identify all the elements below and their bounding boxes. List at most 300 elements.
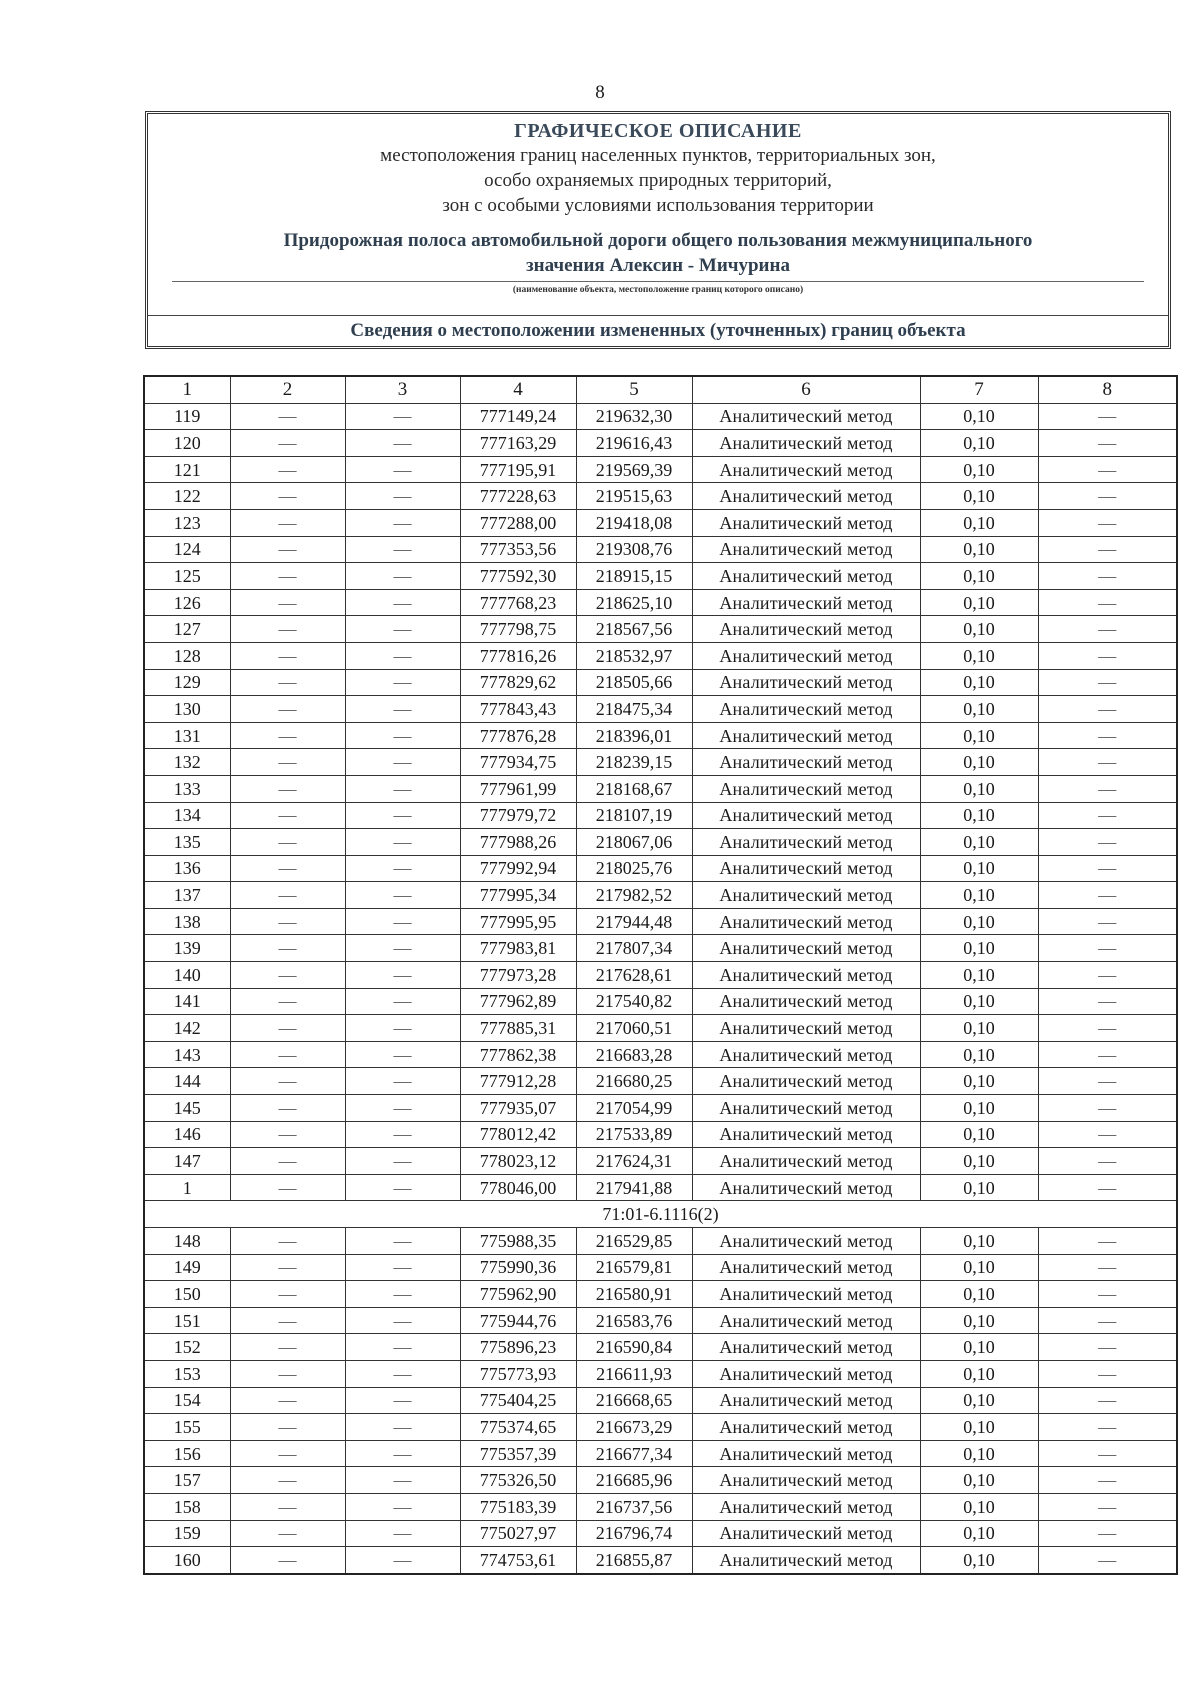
point-number-cell: 122 (144, 483, 230, 510)
precision-cell: 0,10 (920, 775, 1038, 802)
table-row (144, 509, 1177, 536)
table-row (144, 1360, 1177, 1387)
dash-cell: — (230, 1121, 345, 1148)
y-coordinate-cell: 218625,10 (576, 589, 692, 616)
column-header: 4 (460, 376, 576, 403)
group-label: 71:01-6.1116(2) (144, 1201, 1177, 1228)
precision-cell: 0,10 (920, 1015, 1038, 1042)
dash-cell: — (230, 1228, 345, 1255)
dash-cell: — (230, 1467, 345, 1494)
table-row (144, 616, 1177, 643)
x-coordinate-cell: 778012,42 (460, 1121, 576, 1148)
table-row (144, 749, 1177, 776)
x-coordinate-cell: 777829,62 (460, 669, 576, 696)
method-cell: Аналитический метод (692, 616, 920, 643)
dash-cell: — (345, 722, 460, 749)
column-header: 7 (920, 376, 1038, 403)
dash-cell: — (1038, 1440, 1177, 1467)
point-number-cell: 148 (144, 1228, 230, 1255)
dash-cell: — (230, 696, 345, 723)
dash-cell: — (230, 1387, 345, 1414)
x-coordinate-cell: 774753,61 (460, 1547, 576, 1574)
y-coordinate-cell: 216677,34 (576, 1440, 692, 1467)
precision-cell: 0,10 (920, 589, 1038, 616)
dash-cell: — (345, 855, 460, 882)
point-number-cell: 155 (144, 1414, 230, 1441)
dash-cell: — (345, 1547, 460, 1574)
x-coordinate-cell: 777934,75 (460, 749, 576, 776)
point-number-cell: 149 (144, 1254, 230, 1281)
table-header-row (144, 376, 1177, 403)
table-row (144, 882, 1177, 909)
table-row (144, 669, 1177, 696)
x-coordinate-cell: 775357,39 (460, 1440, 576, 1467)
y-coordinate-cell: 216737,56 (576, 1493, 692, 1520)
x-coordinate-cell: 778046,00 (460, 1174, 576, 1201)
table-row (144, 1387, 1177, 1414)
y-coordinate-cell: 218107,19 (576, 802, 692, 829)
point-number-cell: 159 (144, 1520, 230, 1547)
dash-cell: — (345, 1068, 460, 1095)
dash-cell: — (1038, 456, 1177, 483)
table-row (144, 802, 1177, 829)
dash-cell: — (1038, 1307, 1177, 1334)
point-number-cell: 123 (144, 509, 230, 536)
table-row (144, 430, 1177, 457)
dash-cell: — (1038, 1041, 1177, 1068)
point-number-cell: 130 (144, 696, 230, 723)
point-number-cell: 140 (144, 962, 230, 989)
point-number-cell: 121 (144, 456, 230, 483)
precision-cell: 0,10 (920, 1281, 1038, 1308)
dash-cell: — (230, 855, 345, 882)
precision-cell: 0,10 (920, 1228, 1038, 1255)
method-cell: Аналитический метод (692, 1307, 920, 1334)
table-row (144, 775, 1177, 802)
y-coordinate-cell: 216590,84 (576, 1334, 692, 1361)
method-cell: Аналитический метод (692, 908, 920, 935)
point-number-cell: 151 (144, 1307, 230, 1334)
method-cell: Аналитический метод (692, 1493, 920, 1520)
y-coordinate-cell: 216680,25 (576, 1068, 692, 1095)
dash-cell: — (345, 509, 460, 536)
method-cell: Аналитический метод (692, 1121, 920, 1148)
dash-cell: — (345, 829, 460, 856)
table-row (144, 456, 1177, 483)
dash-cell: — (1038, 1095, 1177, 1122)
table-row (144, 483, 1177, 510)
dash-cell: — (1038, 935, 1177, 962)
point-number-cell: 150 (144, 1281, 230, 1308)
dash-cell: — (1038, 1520, 1177, 1547)
dash-cell: — (1038, 1148, 1177, 1175)
point-number-cell: 160 (144, 1547, 230, 1574)
dash-cell: — (230, 616, 345, 643)
table-row (144, 962, 1177, 989)
dash-cell: — (345, 589, 460, 616)
dash-cell: — (230, 1041, 345, 1068)
dash-cell: — (230, 563, 345, 590)
table-row (144, 1148, 1177, 1175)
y-coordinate-cell: 217807,34 (576, 935, 692, 962)
dash-cell: — (345, 536, 460, 563)
y-coordinate-cell: 218396,01 (576, 722, 692, 749)
precision-cell: 0,10 (920, 829, 1038, 856)
point-number-cell: 152 (144, 1334, 230, 1361)
dash-cell: — (1038, 589, 1177, 616)
precision-cell: 0,10 (920, 1121, 1038, 1148)
point-number-cell: 139 (144, 935, 230, 962)
method-cell: Аналитический метод (692, 962, 920, 989)
method-cell: Аналитический метод (692, 882, 920, 909)
dash-cell: — (230, 536, 345, 563)
x-coordinate-cell: 777995,95 (460, 908, 576, 935)
dash-cell: — (1038, 1281, 1177, 1308)
table-row (144, 935, 1177, 962)
document-subtitle (148, 143, 1168, 218)
table-body-part2 (144, 1228, 1177, 1574)
dash-cell: — (230, 1414, 345, 1441)
method-cell: Аналитический метод (692, 1254, 920, 1281)
dash-cell: — (1038, 882, 1177, 909)
dash-cell: — (230, 775, 345, 802)
y-coordinate-cell: 216611,93 (576, 1360, 692, 1387)
y-coordinate-cell: 219632,30 (576, 403, 692, 430)
x-coordinate-cell: 777992,94 (460, 855, 576, 882)
dash-cell: — (345, 988, 460, 1015)
point-number-cell: 158 (144, 1493, 230, 1520)
method-cell: Аналитический метод (692, 1440, 920, 1467)
dash-cell: — (1038, 1414, 1177, 1441)
x-coordinate-cell: 777798,75 (460, 616, 576, 643)
dash-cell: — (230, 1281, 345, 1308)
x-coordinate-cell: 777885,31 (460, 1015, 576, 1042)
point-number-cell: 154 (144, 1387, 230, 1414)
precision-cell: 0,10 (920, 1467, 1038, 1494)
x-coordinate-cell: 777195,91 (460, 456, 576, 483)
dash-cell: — (230, 988, 345, 1015)
object-name (148, 228, 1168, 278)
x-coordinate-cell: 777995,34 (460, 882, 576, 909)
dash-cell: — (230, 1307, 345, 1334)
dash-cell: — (345, 1440, 460, 1467)
document-title: ГРАФИЧЕСКОЕ ОПИСАНИЕ (514, 120, 802, 142)
table-row (144, 1281, 1177, 1308)
method-cell: Аналитический метод (692, 1174, 920, 1201)
dash-cell: — (345, 1228, 460, 1255)
precision-cell: 0,10 (920, 935, 1038, 962)
y-coordinate-cell: 219418,08 (576, 509, 692, 536)
precision-cell: 0,10 (920, 962, 1038, 989)
dash-cell: — (345, 403, 460, 430)
table-row (144, 1121, 1177, 1148)
dash-cell: — (230, 1174, 345, 1201)
point-number-cell: 133 (144, 775, 230, 802)
dash-cell: — (230, 509, 345, 536)
y-coordinate-cell: 219308,76 (576, 536, 692, 563)
dash-cell: — (345, 1334, 460, 1361)
document-header (145, 111, 1171, 349)
dash-cell: — (345, 1254, 460, 1281)
group-label-row (144, 1201, 1177, 1228)
dash-cell: — (230, 1334, 345, 1361)
dash-cell: — (230, 669, 345, 696)
precision-cell: 0,10 (920, 1440, 1038, 1467)
precision-cell: 0,10 (920, 1174, 1038, 1201)
x-coordinate-cell: 775988,35 (460, 1228, 576, 1255)
dash-cell: — (345, 935, 460, 962)
dash-cell: — (230, 1015, 345, 1042)
y-coordinate-cell: 216683,28 (576, 1041, 692, 1068)
method-cell: Аналитический метод (692, 1041, 920, 1068)
precision-cell: 0,10 (920, 403, 1038, 430)
y-coordinate-cell: 218532,97 (576, 642, 692, 669)
dash-cell: — (1038, 696, 1177, 723)
dash-cell: — (345, 775, 460, 802)
dash-cell: — (1038, 1015, 1177, 1042)
table-row (144, 1414, 1177, 1441)
y-coordinate-cell: 217628,61 (576, 962, 692, 989)
x-coordinate-cell: 777288,00 (460, 509, 576, 536)
dash-cell: — (1038, 1547, 1177, 1574)
y-coordinate-cell: 219616,43 (576, 430, 692, 457)
dash-cell: — (345, 1307, 460, 1334)
table-row (144, 696, 1177, 723)
x-coordinate-cell: 777163,29 (460, 430, 576, 457)
point-number-cell: 147 (144, 1148, 230, 1175)
dash-cell: — (230, 642, 345, 669)
subtitle-line: зон с особыми условиями использования территории (442, 195, 874, 216)
dash-cell: — (1038, 563, 1177, 590)
table-row (144, 1254, 1177, 1281)
method-cell: Аналитический метод (692, 1414, 920, 1441)
table-row (144, 1095, 1177, 1122)
object-caption: (наименование объекта, местоположение границ которого описано) (172, 281, 1144, 295)
y-coordinate-cell: 216685,96 (576, 1467, 692, 1494)
method-cell: Аналитический метод (692, 722, 920, 749)
y-coordinate-cell: 219569,39 (576, 456, 692, 483)
dash-cell: — (1038, 483, 1177, 510)
dash-cell: — (1038, 430, 1177, 457)
x-coordinate-cell: 775326,50 (460, 1467, 576, 1494)
y-coordinate-cell: 218505,66 (576, 669, 692, 696)
x-coordinate-cell: 775374,65 (460, 1414, 576, 1441)
table-row (144, 1467, 1177, 1494)
method-cell: Аналитический метод (692, 430, 920, 457)
precision-cell: 0,10 (920, 1360, 1038, 1387)
dash-cell: — (230, 1360, 345, 1387)
point-number-cell: 126 (144, 589, 230, 616)
point-number-cell: 125 (144, 563, 230, 590)
dash-cell: — (1038, 1174, 1177, 1201)
point-number-cell: 153 (144, 1360, 230, 1387)
precision-cell: 0,10 (920, 509, 1038, 536)
precision-cell: 0,10 (920, 802, 1038, 829)
precision-cell: 0,10 (920, 1148, 1038, 1175)
dash-cell: — (230, 1440, 345, 1467)
y-coordinate-cell: 217624,31 (576, 1148, 692, 1175)
table-row (144, 1307, 1177, 1334)
y-coordinate-cell: 218067,06 (576, 829, 692, 856)
x-coordinate-cell: 777353,56 (460, 536, 576, 563)
precision-cell: 0,10 (920, 669, 1038, 696)
y-coordinate-cell: 216579,81 (576, 1254, 692, 1281)
page-number: 8 (595, 82, 605, 103)
point-number-cell: 132 (144, 749, 230, 776)
dash-cell: — (230, 829, 345, 856)
dash-cell: — (1038, 1493, 1177, 1520)
dash-cell: — (345, 456, 460, 483)
column-header: 8 (1038, 376, 1177, 403)
precision-cell: 0,10 (920, 1493, 1038, 1520)
table-row (144, 1228, 1177, 1255)
method-cell: Аналитический метод (692, 749, 920, 776)
precision-cell: 0,10 (920, 988, 1038, 1015)
y-coordinate-cell: 216583,76 (576, 1307, 692, 1334)
dash-cell: — (345, 1015, 460, 1042)
table-row (144, 988, 1177, 1015)
method-cell: Аналитический метод (692, 669, 920, 696)
x-coordinate-cell: 775183,39 (460, 1493, 576, 1520)
x-coordinate-cell: 777988,26 (460, 829, 576, 856)
point-number-cell: 124 (144, 536, 230, 563)
dash-cell: — (230, 403, 345, 430)
x-coordinate-cell: 775990,36 (460, 1254, 576, 1281)
dash-cell: — (345, 642, 460, 669)
point-number-cell: 127 (144, 616, 230, 643)
dash-cell: — (230, 802, 345, 829)
table-row (144, 1334, 1177, 1361)
method-cell: Аналитический метод (692, 642, 920, 669)
y-coordinate-cell: 216580,91 (576, 1281, 692, 1308)
table-row (144, 1015, 1177, 1042)
point-number-cell: 138 (144, 908, 230, 935)
table-row (144, 1440, 1177, 1467)
y-coordinate-cell: 217944,48 (576, 908, 692, 935)
dash-cell: — (1038, 1254, 1177, 1281)
method-cell: Аналитический метод (692, 536, 920, 563)
x-coordinate-cell: 778023,12 (460, 1148, 576, 1175)
subtitle-line: особо охраняемых природных территорий, (484, 170, 832, 191)
table-row (144, 1068, 1177, 1095)
dash-cell: — (1038, 616, 1177, 643)
point-number-cell: 1 (144, 1174, 230, 1201)
y-coordinate-cell: 218567,56 (576, 616, 692, 643)
point-number-cell: 143 (144, 1041, 230, 1068)
y-coordinate-cell: 218915,15 (576, 563, 692, 590)
dash-cell: — (230, 1148, 345, 1175)
dash-cell: — (230, 935, 345, 962)
point-number-cell: 135 (144, 829, 230, 856)
precision-cell: 0,10 (920, 1307, 1038, 1334)
subtitle-line: местоположения границ населенных пунктов, территориальных зон, (380, 145, 936, 166)
precision-cell: 0,10 (920, 1095, 1038, 1122)
dash-cell: — (345, 1467, 460, 1494)
x-coordinate-cell: 777816,26 (460, 642, 576, 669)
table-row (144, 1493, 1177, 1520)
dash-cell: — (345, 1174, 460, 1201)
method-cell: Аналитический метод (692, 802, 920, 829)
y-coordinate-cell: 216855,87 (576, 1547, 692, 1574)
method-cell: Аналитический метод (692, 855, 920, 882)
dash-cell: — (1038, 829, 1177, 856)
precision-cell: 0,10 (920, 563, 1038, 590)
y-coordinate-cell: 216673,29 (576, 1414, 692, 1441)
table-row (144, 1547, 1177, 1574)
method-cell: Аналитический метод (692, 1148, 920, 1175)
point-number-cell: 128 (144, 642, 230, 669)
method-cell: Аналитический метод (692, 1281, 920, 1308)
x-coordinate-cell: 775962,90 (460, 1281, 576, 1308)
point-number-cell: 141 (144, 988, 230, 1015)
precision-cell: 0,10 (920, 430, 1038, 457)
dash-cell: — (1038, 642, 1177, 669)
dash-cell: — (1038, 1068, 1177, 1095)
dash-cell: — (1038, 1360, 1177, 1387)
method-cell: Аналитический метод (692, 1467, 920, 1494)
precision-cell: 0,10 (920, 1414, 1038, 1441)
dash-cell: — (1038, 1334, 1177, 1361)
dash-cell: — (345, 802, 460, 829)
dash-cell: — (230, 1254, 345, 1281)
x-coordinate-cell: 777768,23 (460, 589, 576, 616)
dash-cell: — (1038, 722, 1177, 749)
precision-cell: 0,10 (920, 1254, 1038, 1281)
table-row (144, 1041, 1177, 1068)
dash-cell: — (1038, 988, 1177, 1015)
object-name-line: значения Алексин - Мичурина (526, 255, 790, 276)
table-row (144, 1520, 1177, 1547)
dash-cell: — (345, 483, 460, 510)
x-coordinate-cell: 777228,63 (460, 483, 576, 510)
precision-cell: 0,10 (920, 536, 1038, 563)
dash-cell: — (230, 749, 345, 776)
x-coordinate-cell: 777912,28 (460, 1068, 576, 1095)
point-number-cell: 136 (144, 855, 230, 882)
point-number-cell: 120 (144, 430, 230, 457)
dash-cell: — (1038, 749, 1177, 776)
point-number-cell: 137 (144, 882, 230, 909)
dash-cell: — (1038, 509, 1177, 536)
x-coordinate-cell: 777961,99 (460, 775, 576, 802)
table-row (144, 536, 1177, 563)
precision-cell: 0,10 (920, 483, 1038, 510)
dash-cell: — (345, 616, 460, 643)
precision-cell: 0,10 (920, 908, 1038, 935)
method-cell: Аналитический метод (692, 1068, 920, 1095)
y-coordinate-cell: 219515,63 (576, 483, 692, 510)
method-cell: Аналитический метод (692, 1334, 920, 1361)
dash-cell: — (230, 483, 345, 510)
y-coordinate-cell: 216668,65 (576, 1387, 692, 1414)
x-coordinate-cell: 777843,43 (460, 696, 576, 723)
section-title: Сведения о местоположении измененных (уточненных) границ объекта (148, 315, 1168, 346)
method-cell: Аналитический метод (692, 456, 920, 483)
x-coordinate-cell: 775773,93 (460, 1360, 576, 1387)
precision-cell: 0,10 (920, 722, 1038, 749)
precision-cell: 0,10 (920, 642, 1038, 669)
dash-cell: — (230, 456, 345, 483)
dash-cell: — (1038, 1467, 1177, 1494)
precision-cell: 0,10 (920, 749, 1038, 776)
table-row (144, 908, 1177, 935)
precision-cell: 0,10 (920, 696, 1038, 723)
dash-cell: — (345, 1493, 460, 1520)
dash-cell: — (1038, 1228, 1177, 1255)
method-cell: Аналитический метод (692, 563, 920, 590)
dash-cell: — (345, 1095, 460, 1122)
method-cell: Аналитический метод (692, 1547, 920, 1574)
